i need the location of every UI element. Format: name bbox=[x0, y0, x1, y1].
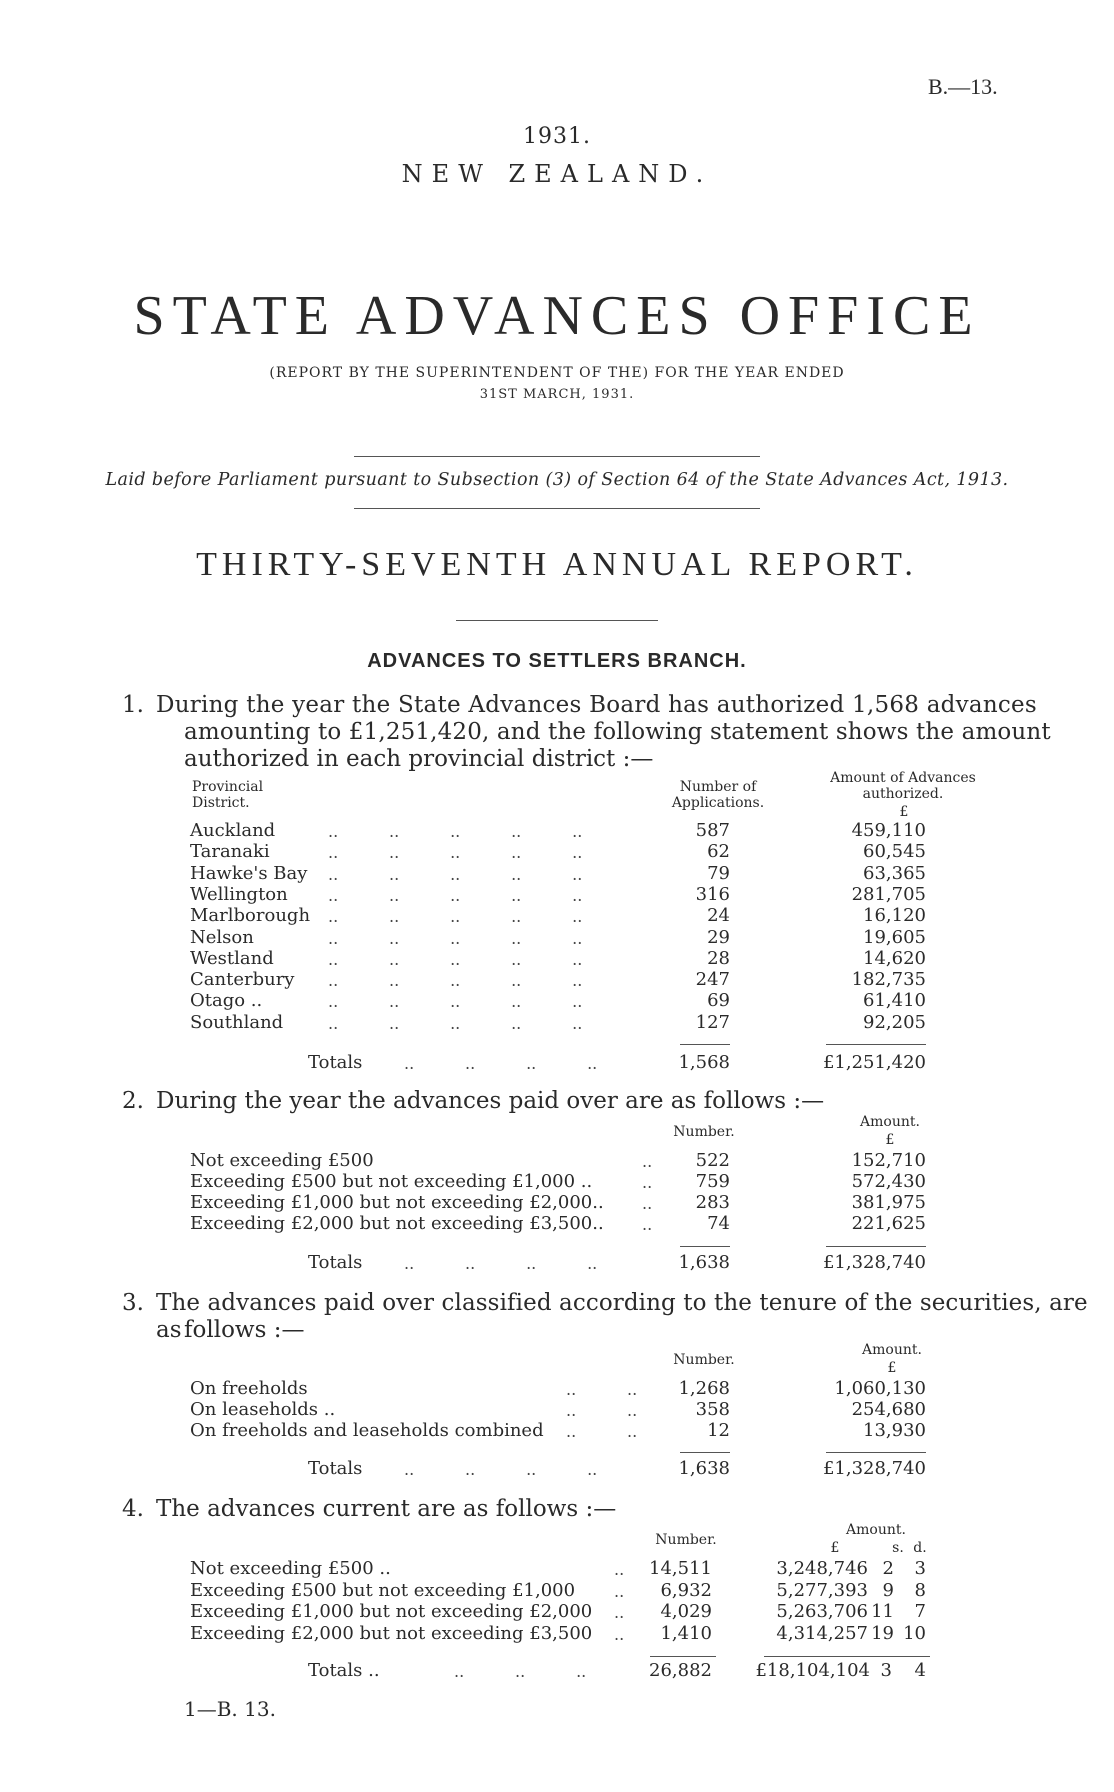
section1-text-line2: amounting to £1,251,420, and the following statement shows the amount bbox=[184, 719, 1051, 745]
leader-dots: .. .. .. .. .. bbox=[328, 949, 583, 969]
paid-count: 283 bbox=[695, 1192, 730, 1213]
current-shillings: 19 bbox=[871, 1622, 894, 1644]
paid-amount: 152,710 bbox=[851, 1150, 926, 1171]
application-count: 587 bbox=[695, 820, 730, 841]
amount-header: Amount. bbox=[862, 1342, 922, 1358]
advance-amount: 14,620 bbox=[863, 947, 926, 969]
district-name: Auckland bbox=[190, 820, 276, 841]
current-shillings: 9 bbox=[882, 1579, 894, 1601]
application-count: 79 bbox=[707, 862, 730, 884]
total-amount: £1,328,740 bbox=[822, 1252, 926, 1273]
subtotal-rule bbox=[826, 1246, 926, 1247]
tenure-amount: 13,930 bbox=[863, 1420, 926, 1441]
district-name: Hawke's Bay bbox=[190, 862, 308, 884]
paid-band-label: Not exceeding £500 bbox=[190, 1150, 374, 1171]
leader-dots: .. bbox=[614, 1603, 625, 1622]
paid-count: 74 bbox=[707, 1213, 730, 1234]
application-count: 316 bbox=[695, 883, 730, 905]
leader-dots: .. .. .. .. .. bbox=[328, 928, 583, 948]
amount-header: Amount. bbox=[860, 1114, 920, 1130]
section3-number: 3. bbox=[122, 1290, 144, 1316]
year: 1931. bbox=[523, 124, 591, 149]
current-pounds: 5,263,706 bbox=[776, 1601, 868, 1622]
leader-dots: .. bbox=[642, 1215, 653, 1234]
unit-pounds: £ bbox=[830, 1540, 840, 1556]
report-title: THIRTY-SEVENTH ANNUAL REPORT. bbox=[196, 546, 918, 583]
current-pence: 3 bbox=[914, 1558, 926, 1579]
total-pounds: £18,104,104 bbox=[755, 1660, 870, 1681]
subtotal-rule bbox=[650, 1656, 716, 1657]
district-name: Wellington bbox=[190, 883, 288, 905]
advance-amount: 60,545 bbox=[863, 841, 926, 863]
application-count: 29 bbox=[707, 926, 730, 948]
current-pounds: 3,248,746 bbox=[776, 1558, 868, 1579]
current-shillings: 11 bbox=[871, 1601, 894, 1622]
leader-dots: .. .. bbox=[566, 1422, 638, 1441]
advance-amount: 459,110 bbox=[851, 820, 926, 841]
district-name: Marlborough bbox=[190, 905, 311, 927]
district-name: Southland bbox=[190, 1011, 284, 1033]
divider bbox=[354, 456, 760, 457]
leader-dots: .. .. .. .. .. bbox=[328, 822, 583, 841]
section1-number: 1. bbox=[122, 692, 144, 718]
total-number: 1,638 bbox=[678, 1252, 730, 1273]
amount-header: Amount. bbox=[846, 1522, 906, 1538]
district-name: Taranaki bbox=[190, 841, 270, 863]
paid-count: 522 bbox=[695, 1150, 730, 1171]
tenure-amount: 254,680 bbox=[851, 1399, 926, 1420]
current-band-label: Exceeding £2,000 but not exceeding £3,500 bbox=[190, 1622, 593, 1644]
leader-dots: .. bbox=[642, 1194, 653, 1213]
current-pence: 8 bbox=[914, 1579, 926, 1601]
section3-text-line2: follows :— bbox=[184, 1317, 305, 1343]
leader-dots: .. .. .. .. bbox=[404, 1254, 598, 1273]
laid-before-note: Laid before Parliament pursuant to Subsection (3) of Section 64 of the State Advances Act, 1913. bbox=[105, 470, 1009, 490]
leader-dots: .. .. bbox=[566, 1380, 638, 1399]
total-number: 26,882 bbox=[649, 1660, 712, 1681]
district-name: Canterbury bbox=[190, 969, 295, 991]
subtotal-rule bbox=[680, 1044, 730, 1045]
application-count: 62 bbox=[707, 841, 730, 863]
paid-amount: 572,430 bbox=[851, 1171, 926, 1192]
section1-text-line1: During the year the State Advances Board has authorized 1,568 advances bbox=[156, 692, 1037, 718]
col-header-district: Provincial District. bbox=[192, 779, 264, 811]
current-band-label: Not exceeding £500 .. bbox=[190, 1558, 391, 1579]
current-count: 6,932 bbox=[660, 1579, 712, 1601]
district-name: Nelson bbox=[190, 926, 254, 948]
subtotal-rule bbox=[764, 1656, 930, 1657]
currency-label: £ bbox=[899, 804, 909, 820]
advance-amount: 182,735 bbox=[851, 969, 926, 991]
total-number: 1,638 bbox=[678, 1458, 730, 1479]
totals-label: Totals bbox=[308, 1458, 363, 1479]
country: NEW ZEALAND. bbox=[401, 160, 713, 188]
col-header-applications: Number of Applications. bbox=[671, 779, 765, 811]
current-pence: 7 bbox=[914, 1601, 926, 1622]
currency-label: £ bbox=[887, 1360, 897, 1376]
current-band-label: Exceeding £1,000 but not exceeding £2,000 bbox=[190, 1601, 593, 1622]
page-reference: B.—13. bbox=[928, 74, 998, 99]
document-title: STATE ADVANCES OFFICE bbox=[133, 285, 981, 347]
advance-amount: 61,410 bbox=[863, 990, 926, 1012]
current-pence: 10 bbox=[903, 1622, 926, 1644]
application-count: 127 bbox=[695, 1011, 730, 1033]
subtotal-rule bbox=[680, 1246, 730, 1247]
current-band-label: Exceeding £500 but not exceeding £1,000 bbox=[190, 1579, 576, 1601]
section2-text-line1: During the year the advances paid over are as follows :— bbox=[156, 1088, 825, 1114]
totals-label: Totals .. bbox=[308, 1660, 380, 1681]
application-count: 24 bbox=[707, 905, 730, 927]
current-pounds: 4,314,257 bbox=[776, 1622, 868, 1644]
tenure-count: 1,268 bbox=[678, 1378, 730, 1399]
section3-text-line1: The advances paid over classified according to the tenure of the securities, are as bbox=[156, 1290, 1088, 1343]
section4-text-line1: The advances current are as follows :— bbox=[156, 1496, 617, 1522]
advance-amount: 92,205 bbox=[863, 1011, 926, 1033]
leader-dots: .. bbox=[642, 1173, 653, 1192]
section2-number: 2. bbox=[122, 1088, 144, 1114]
number-header: Number. bbox=[673, 1352, 735, 1368]
total-amount: £1,251,420 bbox=[822, 1052, 926, 1073]
paid-band-label: Exceeding £500 but not exceeding £1,000 .. bbox=[190, 1171, 593, 1192]
leader-dots: .. .. .. .. .. bbox=[328, 907, 583, 927]
current-count: 1,410 bbox=[660, 1622, 712, 1644]
leader-dots: .. .. .. .. .. bbox=[328, 1013, 583, 1033]
tenure-count: 12 bbox=[707, 1420, 730, 1441]
leader-dots: .. .. .. .. .. bbox=[328, 864, 583, 884]
tenure-label: On freeholds bbox=[190, 1378, 308, 1399]
section4-number: 4. bbox=[122, 1496, 144, 1522]
advance-amount: 281,705 bbox=[851, 883, 926, 905]
advance-amount: 19,605 bbox=[863, 926, 926, 948]
col-header-amount: Amount of Advances authorized. bbox=[830, 770, 976, 802]
tenure-count: 358 bbox=[695, 1399, 730, 1420]
footer-reference: 1—B. 13. bbox=[184, 1697, 276, 1721]
total-pence: 4 bbox=[914, 1660, 926, 1681]
leader-dots: .. bbox=[614, 1624, 625, 1644]
paid-band-label: Exceeding £2,000 but not exceeding £3,500.. bbox=[190, 1213, 604, 1234]
total-shillings: 3 bbox=[880, 1660, 892, 1681]
application-count: 28 bbox=[707, 947, 730, 969]
leader-dots: .. .. .. .. .. bbox=[328, 992, 583, 1012]
total-number: 1,568 bbox=[678, 1052, 730, 1073]
leader-dots: .. bbox=[614, 1581, 625, 1601]
leader-dots: .. .. .. .. .. bbox=[328, 971, 583, 991]
leader-dots: .. .. .. .. .. bbox=[328, 843, 583, 863]
leader-dots: .. .. bbox=[566, 1401, 638, 1420]
divider bbox=[456, 620, 658, 621]
subtotal-rule bbox=[680, 1452, 730, 1453]
leader-dots: .. bbox=[614, 1560, 625, 1579]
paid-amount: 221,625 bbox=[851, 1213, 926, 1234]
district-name: Westland bbox=[190, 947, 274, 969]
current-pounds: 5,277,393 bbox=[776, 1579, 868, 1601]
subtitle-line2: 31ST MARCH, 1931. bbox=[479, 387, 635, 402]
subtotal-rule bbox=[826, 1452, 926, 1453]
divider bbox=[354, 508, 760, 509]
tenure-label: On leaseholds .. bbox=[190, 1399, 336, 1420]
number-header: Number. bbox=[673, 1124, 735, 1140]
total-amount: £1,328,740 bbox=[822, 1458, 926, 1479]
leader-dots: .. .. .. bbox=[454, 1662, 587, 1681]
unit-shillings: s. bbox=[892, 1540, 904, 1556]
paid-count: 759 bbox=[695, 1171, 730, 1192]
leader-dots: .. bbox=[642, 1152, 653, 1171]
branch-heading: ADVANCES TO SETTLERS BRANCH. bbox=[367, 650, 747, 672]
tenure-label: On freeholds and leaseholds combined bbox=[190, 1420, 544, 1441]
leader-dots: .. .. .. .. bbox=[404, 1054, 598, 1073]
current-count: 4,029 bbox=[660, 1601, 712, 1622]
totals-label: Totals bbox=[308, 1052, 363, 1073]
subtitle-line1: (REPORT BY THE SUPERINTENDENT OF THE) FOR THE YEAR ENDED bbox=[269, 365, 845, 381]
totals-label: Totals bbox=[308, 1252, 363, 1273]
leader-dots: .. .. .. .. .. bbox=[328, 885, 583, 905]
number-header: Number. bbox=[655, 1532, 717, 1548]
subtotal-rule bbox=[826, 1044, 926, 1045]
leader-dots: .. .. .. .. bbox=[404, 1460, 598, 1479]
application-count: 247 bbox=[695, 969, 730, 991]
paid-amount: 381,975 bbox=[851, 1192, 926, 1213]
application-count: 69 bbox=[707, 990, 730, 1012]
unit-pence: d. bbox=[913, 1540, 927, 1556]
advance-amount: 63,365 bbox=[863, 862, 926, 884]
current-shillings: 2 bbox=[882, 1558, 894, 1579]
section1-text-line3: authorized in each provincial district :— bbox=[184, 746, 654, 772]
currency-label: £ bbox=[885, 1132, 895, 1148]
current-count: 14,511 bbox=[649, 1558, 712, 1579]
advance-amount: 16,120 bbox=[863, 905, 926, 927]
district-name: Otago .. bbox=[190, 990, 263, 1012]
paid-band-label: Exceeding £1,000 but not exceeding £2,000.. bbox=[190, 1192, 604, 1213]
tenure-amount: 1,060,130 bbox=[834, 1378, 926, 1399]
